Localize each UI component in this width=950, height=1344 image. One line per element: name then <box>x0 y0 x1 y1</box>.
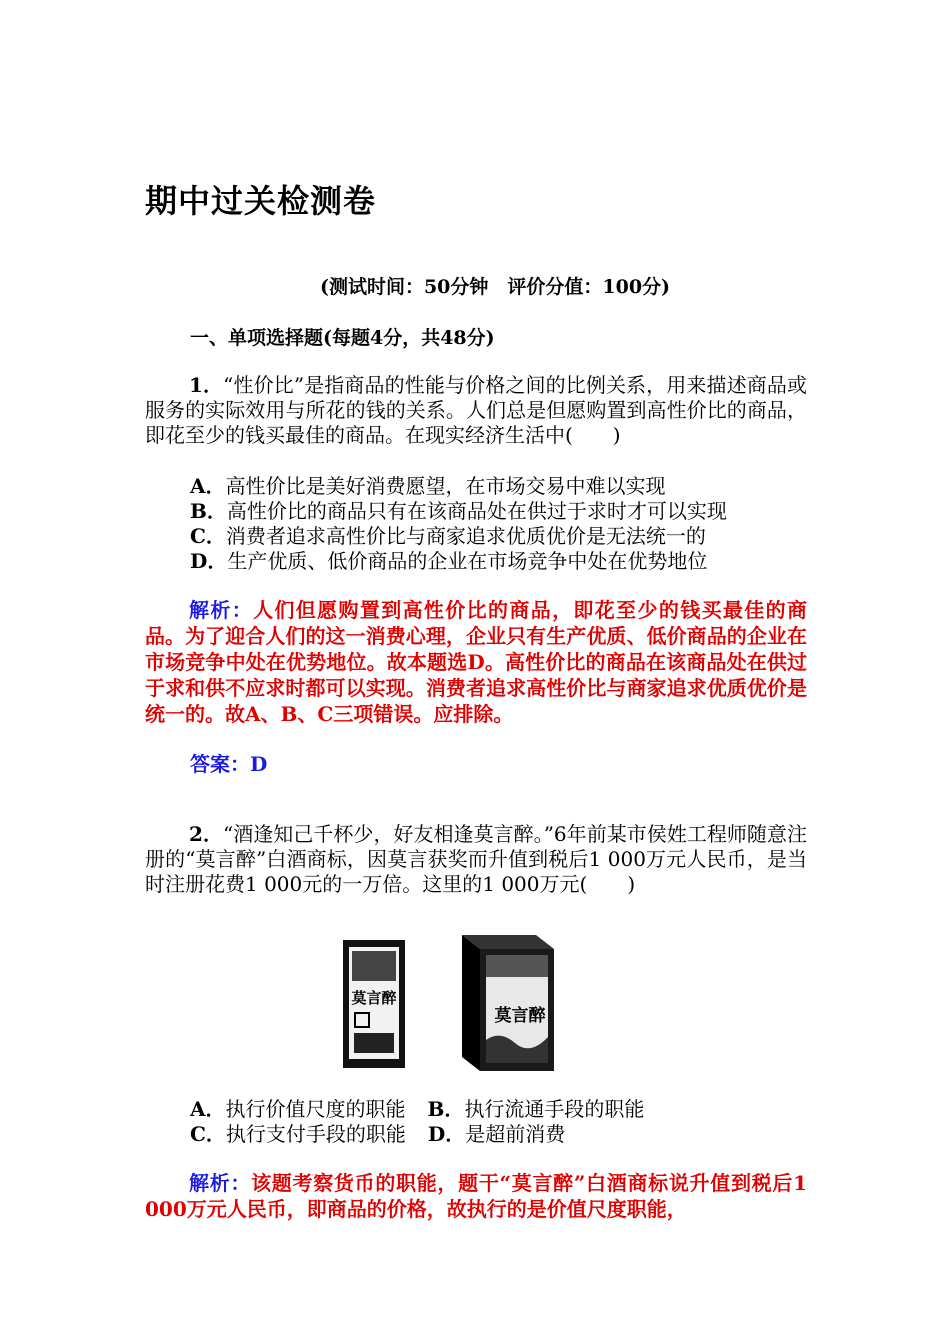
question-1-answer: 答案：D <box>190 752 268 776</box>
question-2-stem: 2．“酒逢知己千杯少，好友相逢莫言醉。”6年前某市侯姓工程师随意注册的“莫言醉”白酒商标，因莫言获奖而升值到税后1 000万元人民币，是当时注册花费1 000元的一万倍。这里的1 000万元( ) <box>145 822 807 896</box>
exam-info: (测试时间：50分钟 评价分值：100分) <box>319 276 671 298</box>
question-1-option-c: C．消费者追求高性价比与商家追求优质优价是无法统一的 <box>190 524 706 548</box>
question-2-options-row-1: A．执行价值尺度的职能 B．执行流通手段的职能 <box>190 1097 645 1121</box>
question-1-option-a: A．高性价比是美好消费愿望，在市场交易中难以实现 <box>190 474 666 498</box>
page-title: 期中过关检测卷 <box>145 182 377 220</box>
liquor-product-image <box>340 925 570 1075</box>
section-heading: 一、单项选择题(每题4分，共48分) <box>190 327 495 349</box>
question-1-option-d: D．生产优质、低价商品的企业在市场竞争中处在优势地位 <box>190 549 708 573</box>
question-1-stem: 1．“性价比”是指商品的性能与价格之间的比例关系，用来描述商品或服务的实际效用与所花的钱的关系。人们总是但愿购置到高性价比的商品，即花至少的钱买最佳的商品。在现实经济生活中( ) <box>145 373 807 447</box>
liquor-bottle-and-box-illustration <box>340 925 570 1075</box>
bottle-label-text: 莫言醉 <box>351 989 397 1007</box>
question-2-analysis: 解析：该题考察货币的职能，题干“莫言醉”白酒商标说升值到税后1 000万元人民币，即商品的价格，故执行的是价值尺度职能， <box>145 1171 807 1221</box>
question-1-analysis: 解析：人们但愿购置到高性价比的商品，即花至少的钱买最佳的商品。为了迎合人们的这一消费心理，企业只有生产优质、低价商品的企业在市场竞争中处在优势地位。故本题选D。高性价比的商品在该商品处在供过于求和供不应求时都可以实现。消费者追求高性价比与商家追求优质优价是统一的。故A、B、C三项错误。应排除。 <box>145 598 808 726</box>
box-label-text: 莫言醉 <box>494 1006 546 1026</box>
question-2-options-row-2: C．执行支付手段的职能 D．是超前消费 <box>190 1122 566 1146</box>
question-1-option-b: B．高性价比的商品只有在该商品处在供过于求时才可以实现 <box>190 499 727 523</box>
